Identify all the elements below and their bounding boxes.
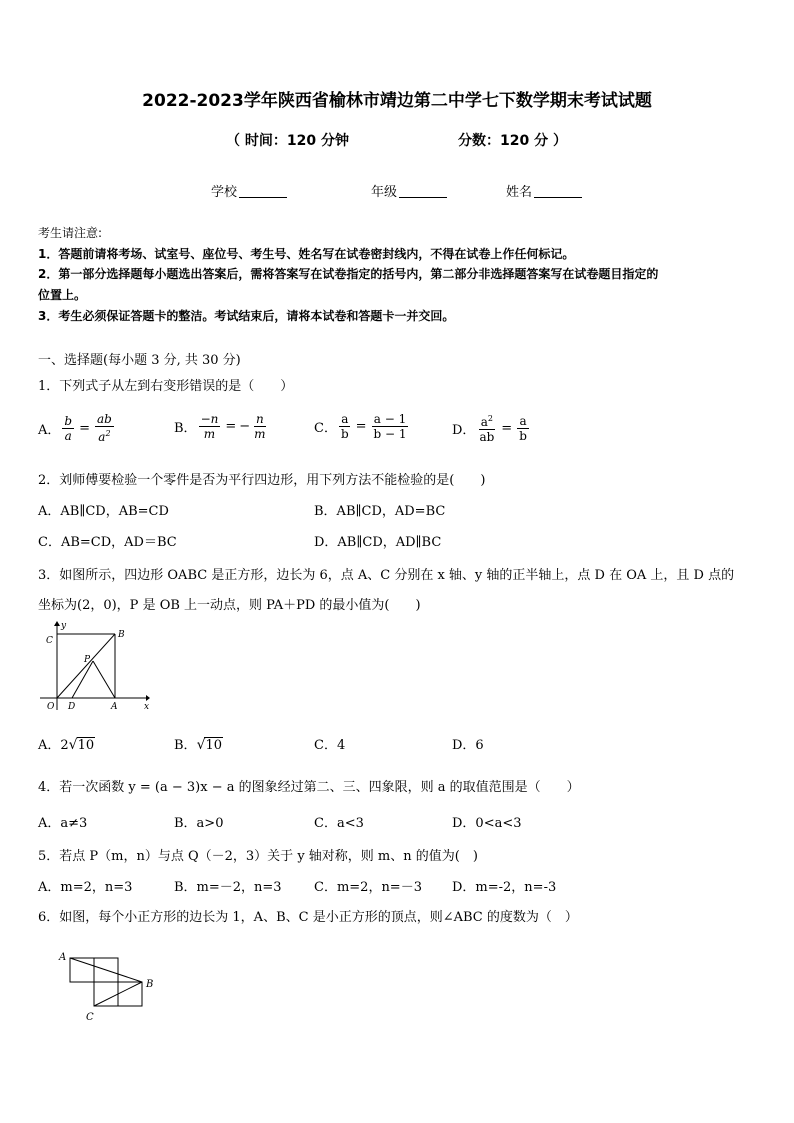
q2-stem: 2．刘师傅要检验一个零件是否为平行四边形，用下列方法不能检验的是( ): [38, 473, 486, 488]
q1-d-rhs: $\frac{a}{b}$: [519, 413, 527, 443]
school-blank[interactable]: [239, 185, 287, 198]
q6-label-c: C: [86, 1012, 94, 1023]
q3-stem-line1: 3．如图所示，四边形 OABC 是正方形，边长为 6，点 A、C 分别在 x 轴、y 轴的正半轴上，点 D 在 OA 上，且 D 点的: [38, 568, 735, 583]
q5-stem: 5．若点 P（m，n）与点 Q（－2，3）关于 y 轴对称，则 m、n 的值为( ): [38, 849, 478, 864]
q1-b-rhs: $\frac{n}{m}$: [254, 412, 266, 441]
q1-a-rhs: $\frac{ab}{a^2}$: [96, 412, 112, 444]
q1-option-c[interactable]: C． $\frac{a}{b}$ = $\frac{a - 1}{b - 1}$: [314, 412, 407, 441]
q6-stem: 6．如图，每个小正方形的边长为 1，A、B、C 是小正方形的顶点，则∠ABC 的度数为（ ）: [38, 910, 578, 925]
q1-c-lhs: $\frac{a}{b}$: [340, 412, 349, 441]
q3-label-c: C: [46, 636, 53, 646]
q6-label-a: A: [59, 952, 67, 963]
q6-figure: [56, 948, 160, 1024]
q1-stem: 1．下列式子从左到右变形错误的是（ ）: [38, 379, 294, 394]
q1-c-rhs: $\frac{a - 1}{b - 1}$: [373, 412, 407, 441]
school-label: 学校: [211, 185, 238, 200]
notice-item-1: 1．答题前请将考场、试室号、座位号、考生号、姓名写在试卷密封线内，不得在试卷上作任何标记。: [38, 247, 575, 261]
q5-option-d[interactable]: D．m=-2，n=-3: [452, 880, 557, 895]
q1-d-lhs: $\frac{a^2}{ab}$: [479, 414, 495, 444]
q2-option-c[interactable]: C．AB=CD，AD＝BC: [38, 535, 177, 550]
q3-option-c[interactable]: C．4: [314, 738, 346, 753]
q1-option-d-label: D．: [452, 422, 476, 438]
q2-option-d[interactable]: D．AB∥CD，AD∥BC: [314, 535, 442, 550]
q1-option-c-label: C．: [314, 421, 337, 436]
q3-label-d: D: [68, 702, 76, 712]
q5-option-a[interactable]: A．m=2，n=3: [38, 880, 133, 895]
grade-label: 年级: [371, 185, 398, 200]
q2-option-a[interactable]: A．AB∥CD，AB=CD: [38, 504, 169, 519]
q3-stem-line2: 坐标为(2，0)，P 是 OB 上一动点，则 PA＋PD 的最小值为( ): [38, 598, 421, 613]
q1-option-b-label: B．: [174, 421, 197, 436]
q4-option-a[interactable]: A．a≠3: [38, 816, 88, 831]
q4-option-d[interactable]: D．0<a<3: [452, 816, 522, 831]
grade-field[interactable]: [371, 181, 447, 200]
q1-option-b[interactable]: B． $\frac{-n}{m}$ = − $\frac{n}{m}$: [174, 412, 266, 441]
q2-option-b[interactable]: B．AB∥CD，AD=BC: [314, 504, 446, 519]
q3-option-d[interactable]: D．6: [452, 738, 484, 753]
q3-label-a: A: [111, 702, 118, 712]
q3-label-p: P: [84, 655, 91, 665]
q1-option-a[interactable]: A． $\frac{b}{a}$ = $\frac{ab}{a^2}$: [38, 412, 112, 444]
exam-title: 2022-2023学年陕西省榆林市靖边第二中学七下数学期末考试试题: [142, 91, 652, 111]
q3-label-x: x: [144, 702, 150, 712]
notice-heading: 考生请注意:: [38, 226, 103, 240]
exam-score: 分数：120 分 ）: [458, 133, 567, 149]
q1-option-a-label: A．: [38, 422, 61, 438]
name-label: 姓名: [506, 185, 533, 200]
q5-option-c[interactable]: C．m=2，n=－3: [314, 880, 422, 895]
q3-figure: [38, 620, 150, 712]
q4-option-c[interactable]: C．a<3: [314, 816, 364, 831]
notice-item-2: 2．第一部分选择题每小题选出答案后，需将答案写在试卷指定的括号内，第二部分非选择题答案写在试卷题目指定的: [38, 267, 659, 281]
q3-label-o: O: [47, 702, 55, 712]
exam-time: （ 时间：120 分钟: [226, 133, 349, 149]
grade-blank[interactable]: [399, 185, 447, 198]
name-blank[interactable]: [534, 185, 582, 198]
q3-label-b: B: [118, 630, 125, 640]
q3-label-y: y: [61, 621, 67, 631]
q1-b-lhs: $\frac{-n}{m}$: [200, 412, 219, 441]
q1-option-d[interactable]: D． $\frac{a^2}{ab}$ = $\frac{a}{b}$: [452, 413, 527, 444]
q3-option-b[interactable]: B．√10: [174, 737, 223, 753]
q3-option-a[interactable]: A．2√10: [38, 737, 95, 753]
q5-option-b[interactable]: B．m=－2，n=3: [174, 880, 282, 895]
section-heading: 一、选择题(每小题 3 分, 共 30 分): [38, 353, 241, 368]
q1-a-lhs: $\frac{b}{a}$: [64, 413, 73, 443]
q6-label-b: B: [146, 979, 154, 990]
school-field[interactable]: [211, 181, 287, 200]
name-field[interactable]: [506, 181, 582, 200]
q4-stem: 4．若一次函数 y = (a − 3)x − a 的图象经过第二、三、四象限，则 a 的取值范围是（ ）: [38, 780, 580, 795]
notice-item-3: 3．考生必须保证答题卡的整洁。考试结束后，请将本试卷和答题卡一并交回。: [38, 309, 455, 323]
q4-option-b[interactable]: B．a>0: [174, 816, 224, 831]
notice-item-2-cont: 位置上。: [38, 288, 87, 302]
